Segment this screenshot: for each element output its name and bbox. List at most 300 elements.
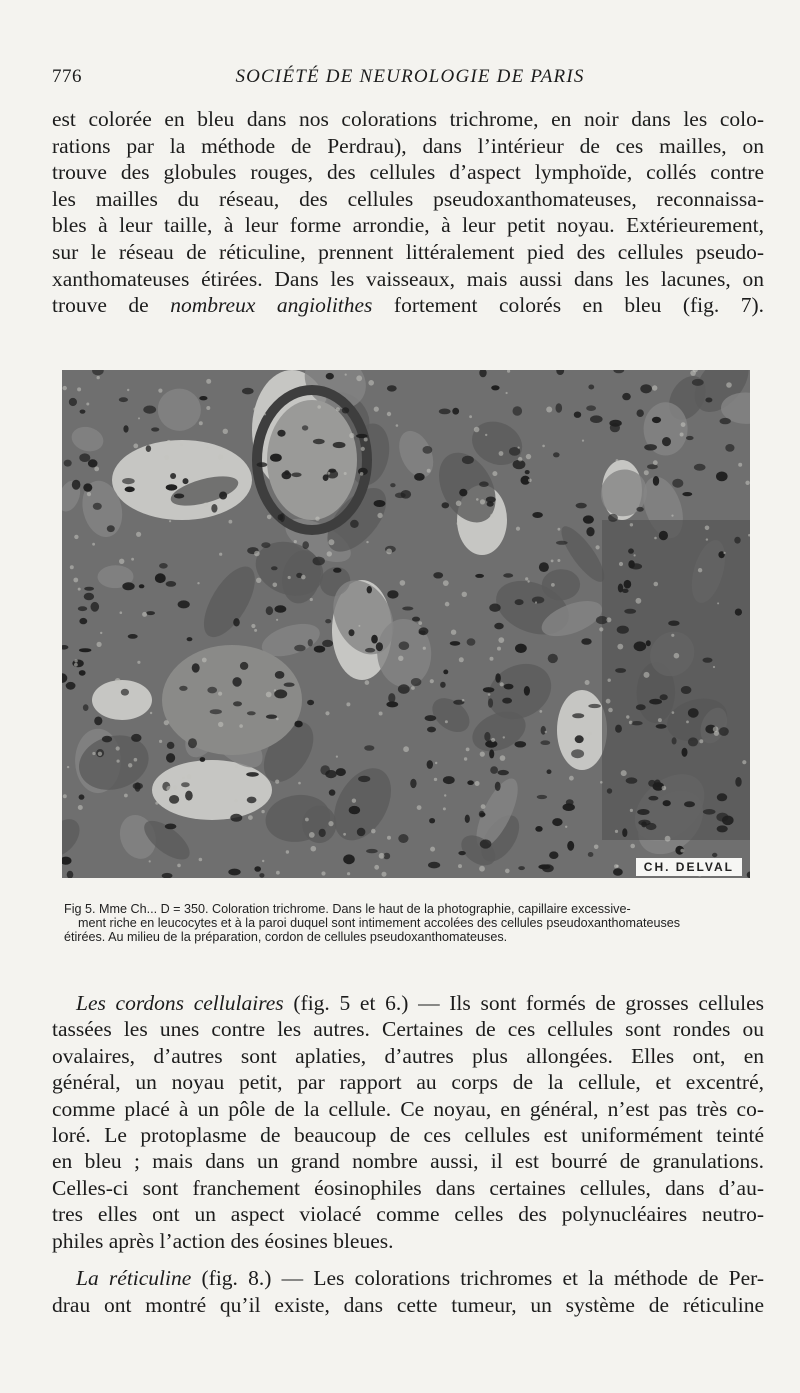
tissue-speckle (527, 580, 529, 582)
tissue-speckle (630, 809, 633, 812)
cell-nucleus (219, 492, 227, 500)
page-header (52, 66, 768, 92)
tissue-speckle (327, 551, 332, 556)
cell-nucleus (475, 574, 484, 578)
cell-nucleus (91, 602, 100, 612)
cell-nucleus (151, 427, 159, 431)
tissue-speckle (608, 679, 611, 682)
cell-nucleus (735, 777, 741, 787)
tissue-speckle (698, 568, 702, 572)
cell-nucleus (439, 409, 451, 415)
cell-nucleus (326, 373, 334, 380)
tissue-speckle (616, 865, 619, 868)
tissue-speckle (617, 644, 623, 650)
text-line: Celles-ci sont franchement éosinophiles dans certaines cellules, dans d’au- (52, 1175, 764, 1200)
cell-nucleus (495, 673, 501, 683)
cell-nucleus (634, 641, 647, 651)
tissue-speckle (615, 830, 618, 833)
cell-nucleus (143, 406, 156, 414)
cell-nucleus (302, 425, 308, 430)
cell-nucleus (491, 385, 499, 390)
tissue-speckle (239, 724, 243, 728)
cell-nucleus (146, 445, 151, 452)
tissue-speckle (317, 405, 321, 409)
section-heading-italic: La réticuline (76, 1266, 192, 1290)
cell-nucleus (556, 403, 563, 412)
tissue-speckle (234, 799, 238, 803)
tissue-speckle (430, 679, 434, 683)
cell-nucleus (440, 682, 446, 688)
cell-nucleus (538, 864, 550, 869)
tissue-speckle (361, 447, 365, 451)
tissue-speckle (309, 832, 315, 838)
cell-nucleus (636, 507, 643, 512)
tissue-speckle (665, 836, 671, 842)
tissue-speckle (630, 523, 633, 526)
cell-nucleus (552, 818, 562, 826)
tissue-speckle (180, 443, 183, 446)
tissue-speckle (652, 385, 657, 390)
cell-nucleus (233, 701, 242, 706)
tissue-speckle (254, 629, 257, 632)
tissue-speckle (485, 434, 487, 436)
tissue-speckle (288, 576, 291, 579)
cell-nucleus (79, 648, 91, 652)
text-line: trouve des globules rouges, des cellules d’aspect lymphoïde, collés contre (52, 160, 764, 185)
tissue-speckle (713, 666, 715, 668)
cell-nucleus (640, 384, 652, 393)
cell-nucleus (467, 638, 476, 645)
cell-nucleus (672, 737, 677, 744)
cell-nucleus (211, 504, 217, 513)
tissue-speckle (116, 746, 120, 750)
tissue-speckle (374, 407, 379, 412)
tissue-speckle (654, 582, 659, 587)
cell-nucleus (199, 396, 207, 400)
tissue-speckle (503, 736, 505, 738)
tissue-speckle (131, 558, 134, 561)
cell-nucleus (80, 410, 86, 414)
tissue-speckle (644, 470, 649, 475)
cell-nucleus (128, 634, 138, 639)
cell-nucleus (329, 789, 336, 795)
cell-nucleus (566, 799, 574, 805)
tissue-speckle (311, 846, 317, 852)
cell-nucleus (483, 687, 495, 692)
cell-nucleus (125, 487, 135, 493)
tissue-speckle (456, 501, 462, 507)
paragraph-reticulin-network (52, 106, 764, 319)
cell-nucleus (618, 584, 623, 593)
tissue-speckle (459, 657, 464, 662)
tissue-speckle (451, 630, 456, 635)
cell-nucleus (537, 795, 547, 799)
tissue-speckle (256, 578, 261, 583)
cell-nucleus (349, 629, 355, 636)
tissue-speckle (644, 672, 650, 678)
tissue-speckle (379, 853, 385, 859)
tissue-speckle (346, 702, 350, 706)
cell-nucleus (681, 686, 692, 694)
cell-nucleus (503, 573, 513, 577)
tissue-speckle (120, 611, 123, 614)
cell-nucleus (166, 753, 175, 763)
tissue-speckle (255, 414, 261, 420)
tissue-speckle (360, 472, 364, 476)
cell-nucleus (622, 393, 631, 400)
tissue-speckle (738, 463, 742, 467)
cell-nucleus (513, 406, 523, 416)
cell-nucleus (79, 453, 90, 462)
tissue-speckle (169, 805, 173, 809)
tissue-speckle (124, 794, 128, 798)
tissue-speckle (133, 444, 138, 449)
text-line: sur le réseau de réticuline, prennent littéralement pied des cellules pseudo- (52, 239, 764, 264)
text-line: ovalaires, d’autres sont aplaties, d’autres plus allongées. Elles ont, en (52, 1043, 764, 1068)
tissue-speckle (726, 382, 732, 388)
cell-nucleus (333, 442, 346, 448)
tissue-speckle (87, 492, 91, 496)
cell-nucleus (187, 637, 193, 641)
cell-nucleus (688, 708, 699, 718)
paragraph-cell-cords (52, 990, 764, 1254)
cell-nucleus (356, 434, 368, 438)
cell-nucleus (159, 563, 168, 569)
cell-nucleus (720, 418, 731, 424)
cell-nucleus (547, 769, 552, 774)
tissue-speckle (199, 858, 203, 862)
cell-nucleus (672, 479, 683, 488)
cell-nucleus (83, 704, 89, 711)
cell-nucleus (659, 531, 668, 541)
cell-nucleus (656, 724, 667, 729)
tissue-speckle (347, 872, 350, 875)
tissue-speckle (476, 498, 479, 501)
text-line: les mailles du réseau, des cellules pseudoxanthomateuses, reconnaissa- (52, 186, 764, 211)
tissue-speckle (445, 720, 448, 723)
tissue-speckle (723, 552, 725, 554)
tissue-speckle (430, 847, 435, 852)
cell-nucleus (395, 493, 406, 499)
tissue-speckle (253, 408, 257, 412)
tissue-speckle (525, 577, 528, 580)
granular-region (602, 520, 750, 840)
tissue-speckle (356, 375, 362, 381)
tissue-speckle (74, 663, 78, 667)
cell-nucleus (549, 851, 558, 859)
cell-nucleus (102, 736, 112, 743)
tissue-speckle (466, 748, 470, 752)
cell-nucleus (412, 617, 420, 622)
cell-nucleus (275, 605, 287, 613)
cell-nucleus (357, 828, 366, 836)
cell-nucleus (282, 471, 292, 479)
tissue-speckle (248, 815, 253, 820)
tissue-speckle (137, 661, 140, 664)
cell-nucleus (233, 618, 240, 626)
cell-nucleus (308, 639, 313, 646)
cell-nucleus (386, 701, 398, 707)
tissue-speckle (497, 647, 501, 651)
cell-nucleus (169, 795, 179, 804)
cell-nucleus (427, 727, 436, 733)
cell-nucleus (513, 460, 526, 469)
cell-nucleus (571, 749, 584, 758)
caption-line: ment riche en leucocytes et à la paroi duquel sont intimement accolées des cellules pseudoxanthomateuses (78, 916, 681, 931)
tissue-speckle (636, 598, 642, 604)
text-line: drau ont montré qu’il existe, dans cette tumeur, un système de réticuline (52, 1292, 764, 1317)
tissue-speckle (298, 782, 301, 785)
tissue-speckle (423, 647, 426, 650)
cell-nucleus (646, 640, 651, 646)
cell-nucleus (230, 814, 242, 822)
cell-nucleus (349, 806, 360, 814)
tissue-speckle (474, 427, 480, 433)
cell-nucleus (716, 472, 728, 482)
cell-nucleus (637, 809, 649, 815)
cell-nucleus (387, 385, 397, 391)
tissue-speckle (479, 866, 485, 872)
cell-nucleus (66, 682, 76, 690)
tissue-speckle (545, 731, 547, 733)
cell-nucleus (654, 780, 661, 787)
tissue-speckle (488, 693, 491, 696)
tissue-speckle (539, 710, 542, 713)
italic-term: nombreux angiolithes (170, 293, 373, 318)
text-run: fortement colorés en bleu (fig. 7). (372, 293, 765, 318)
cell-nucleus (336, 768, 346, 776)
tissue-speckle (349, 433, 354, 438)
cell-nucleus (174, 494, 184, 499)
tissue-speckle (276, 718, 279, 721)
tissue-speckle (98, 752, 102, 756)
tissue-speckle (500, 755, 506, 761)
tissue-speckle (475, 781, 480, 786)
tissue-speckle (218, 692, 222, 696)
tissue-speckle (528, 479, 532, 483)
text-line: xanthomateuses étirées. Dans les vaisseaux, mais aussi dans les lacunes, on (52, 266, 764, 291)
tissue-speckle (187, 774, 192, 779)
cell-nucleus (302, 541, 309, 549)
cell-nucleus (494, 623, 503, 630)
cell-nucleus (465, 815, 470, 823)
lacuna-space (92, 680, 152, 720)
cell-nucleus (480, 813, 486, 817)
cell-nucleus (261, 542, 270, 548)
tissue-speckle (469, 415, 472, 418)
cell-nucleus (271, 566, 278, 570)
cell-nucleus (649, 699, 662, 705)
cell-nucleus (294, 645, 305, 652)
cell-nucleus (123, 425, 128, 432)
text-line-last: philes après l’action des éosines bleues. (52, 1228, 394, 1253)
tissue-speckle (159, 740, 162, 743)
cell-nucleus (588, 385, 594, 390)
cell-nucleus (314, 646, 325, 653)
tissue-speckle (717, 602, 719, 604)
cell-nucleus (83, 483, 92, 491)
cell-nucleus (488, 698, 493, 708)
tissue-speckle (491, 738, 495, 742)
tissue-speckle (368, 380, 374, 386)
tissue-speckle (434, 778, 437, 781)
cell-nucleus (165, 824, 177, 830)
cell-nucleus (644, 444, 657, 450)
tissue-speckle (445, 602, 450, 607)
tissue-speckle (500, 682, 504, 686)
cell-nucleus (647, 464, 658, 469)
tissue-speckle (569, 776, 574, 781)
cell-nucleus (703, 809, 716, 815)
tissue-speckle (672, 711, 675, 714)
tissue-speckle (294, 540, 297, 543)
text-line (52, 1265, 764, 1292)
cell-nucleus (188, 738, 197, 748)
tissue-speckle (505, 869, 510, 874)
cell-nucleus (319, 829, 326, 837)
cell-nucleus (548, 654, 558, 663)
cell-nucleus (703, 658, 713, 663)
cell-nucleus (274, 689, 287, 698)
tissue-speckle (499, 451, 504, 456)
tissue-speckle (492, 471, 497, 476)
tissue-speckle (78, 805, 83, 810)
tissue-speckle (526, 454, 531, 459)
cell-nucleus (325, 619, 331, 623)
cell-nucleus (122, 582, 134, 590)
cell-nucleus (322, 640, 333, 647)
tissue-speckle (490, 657, 494, 661)
tissue-speckle (599, 627, 603, 631)
caption-line: Fig 5. Mme Ch... D = 350. Coloration trichrome. Dans le haut de la photographie, capillaire excessive- (64, 902, 631, 916)
tissue-speckle (266, 692, 272, 698)
tissue-speckle (78, 588, 81, 591)
cell-nucleus (107, 525, 115, 532)
cell-nucleus (662, 437, 671, 446)
tissue-speckle (77, 387, 81, 391)
micrograph-image (62, 370, 750, 878)
cell-nucleus (688, 737, 698, 746)
tissue-speckle (86, 403, 89, 406)
cell-nucleus (179, 686, 187, 691)
tissue-speckle (325, 711, 329, 715)
tissue-speckle (671, 515, 673, 517)
tissue-speckle (63, 794, 67, 798)
tissue-speckle (396, 424, 399, 427)
tissue-speckle (626, 715, 629, 718)
tissue-speckle (518, 457, 522, 461)
tissue-speckle (134, 758, 138, 762)
tissue-speckle (206, 379, 211, 384)
tissue-speckle (276, 619, 278, 621)
text-run: (fig. 5 et 6.) — Ils sont formés de grosses cellules (283, 991, 764, 1015)
tissue-speckle (518, 447, 520, 449)
cell-nucleus (427, 760, 433, 769)
cell-nucleus (411, 678, 422, 686)
tissue-speckle (276, 871, 280, 875)
cell-nucleus (541, 726, 546, 735)
tissue-speckle (588, 732, 592, 736)
tissue-speckle (480, 752, 485, 757)
tissue-speckle (67, 766, 69, 768)
running-title: SOCIÉTÉ DE NEUROLOGIE DE PARIS (235, 66, 585, 87)
tissue-speckle (600, 781, 603, 784)
cell-nucleus (428, 862, 440, 869)
cell-nucleus (398, 834, 408, 843)
cell-nucleus (423, 446, 433, 454)
cell-nucleus (242, 388, 254, 395)
cell-nucleus (583, 515, 594, 523)
cell-nucleus (280, 513, 285, 522)
tissue-speckle (219, 553, 222, 556)
tissue-speckle (358, 625, 360, 627)
tissue-speckle (352, 799, 356, 803)
cell-nucleus (504, 684, 514, 690)
tissue-speckle (344, 472, 347, 475)
tissue-speckle (443, 580, 449, 586)
cell-nucleus (64, 460, 72, 467)
cell-nucleus (307, 700, 314, 705)
tissue-speckle (653, 460, 658, 465)
cell-nucleus (181, 782, 190, 787)
cell-nucleus (200, 757, 206, 762)
tissue-speckle (112, 479, 115, 482)
tissue-speckle (705, 526, 710, 531)
cell-nucleus (462, 456, 474, 464)
cell-nucleus (367, 586, 372, 593)
tissue-speckle (379, 712, 383, 716)
tissue-speckle (706, 538, 708, 540)
tissue-speckle (94, 467, 99, 472)
cell-nucleus (626, 777, 638, 783)
tissue-speckle (674, 653, 680, 659)
tissue-speckle (275, 780, 279, 784)
tissue-speckle (218, 722, 223, 727)
cell-nucleus (210, 709, 222, 714)
tissue-speckle (464, 757, 467, 760)
tissue-speckle (606, 617, 611, 622)
cell-nucleus (532, 512, 543, 518)
cell-nucleus (624, 580, 632, 589)
cell-nucleus (146, 611, 155, 615)
tissue-speckle (398, 656, 403, 661)
tissue-speckle (417, 805, 422, 810)
cell-nucleus (133, 783, 143, 790)
tissue-speckle (458, 864, 462, 868)
cell-nucleus (480, 839, 492, 848)
tissue-speckle (177, 864, 181, 868)
cell-nucleus (617, 626, 629, 634)
cell-nucleus (652, 417, 661, 423)
paragraph-reticulin (52, 1265, 764, 1318)
cell-nucleus (586, 405, 596, 411)
tissue-speckle (582, 440, 584, 442)
cell-nucleus (574, 412, 581, 418)
cell-nucleus (610, 423, 620, 432)
tissue-speckle (262, 860, 264, 862)
cell-nucleus (365, 648, 375, 653)
tissue-speckle (261, 810, 264, 813)
page-number: 776 (52, 66, 82, 87)
cell-nucleus (72, 480, 81, 490)
tissue-speckle (365, 680, 370, 685)
tissue-speckle (142, 612, 147, 617)
tissue-speckle (74, 659, 77, 662)
cell-nucleus (590, 415, 603, 423)
text-line: tres elles ont un aspect violacé comme celles des polynucléaires neutro- (52, 1202, 764, 1227)
cell-nucleus (459, 489, 467, 497)
tissue-speckle (235, 765, 238, 768)
